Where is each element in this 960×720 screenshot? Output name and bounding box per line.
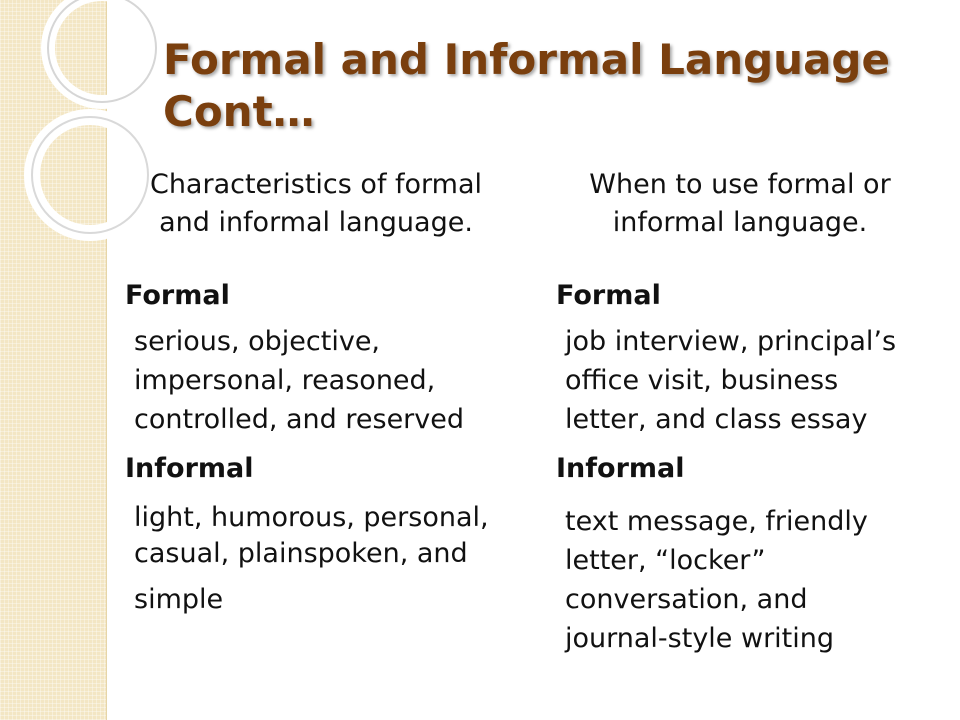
right-heading-line-2: informal language. (612, 207, 868, 238)
left-informal-line-2: casual, plainspoken, and (134, 538, 468, 569)
right-column-heading (540, 166, 940, 242)
right-formal-line-1: job interview, principal’s (565, 326, 897, 357)
left-informal-line-3: simple (134, 584, 224, 615)
right-informal-line-3: conversation, and (565, 584, 808, 615)
left-informal-description (134, 500, 534, 618)
left-heading-line-2: and informal language. (159, 207, 473, 238)
slide-title-line-2: Cont… (163, 87, 315, 136)
right-formal-description (565, 322, 955, 439)
right-informal-label: Informal (556, 453, 685, 484)
right-formal-label: Formal (556, 280, 661, 311)
right-informal-line-4: journal-style writing (565, 623, 835, 654)
right-heading-line-1: When to use formal or (589, 169, 891, 200)
right-informal-description (565, 502, 955, 658)
right-formal-line-2: office visit, business (565, 365, 839, 396)
left-formal-line-2: impersonal, reasoned, (134, 365, 436, 396)
right-informal-line-1: text message, friendly (565, 506, 868, 537)
left-heading-line-1: Characteristics of formal (149, 169, 483, 200)
left-informal-label: Informal (125, 453, 254, 484)
right-formal-line-3: letter, and class essay (565, 404, 868, 435)
left-formal-description (134, 322, 524, 439)
slide-title (163, 34, 923, 138)
left-informal-line-1: light, humorous, personal, (134, 502, 489, 533)
right-informal-line-2: letter, “locker” (565, 545, 766, 576)
slide-title-line-1: Formal and Informal Language (163, 35, 890, 84)
left-formal-line-1: serious, objective, (134, 326, 381, 357)
left-column-heading (116, 166, 516, 242)
left-formal-label: Formal (125, 280, 230, 311)
left-formal-line-3: controlled, and reserved (134, 404, 465, 435)
